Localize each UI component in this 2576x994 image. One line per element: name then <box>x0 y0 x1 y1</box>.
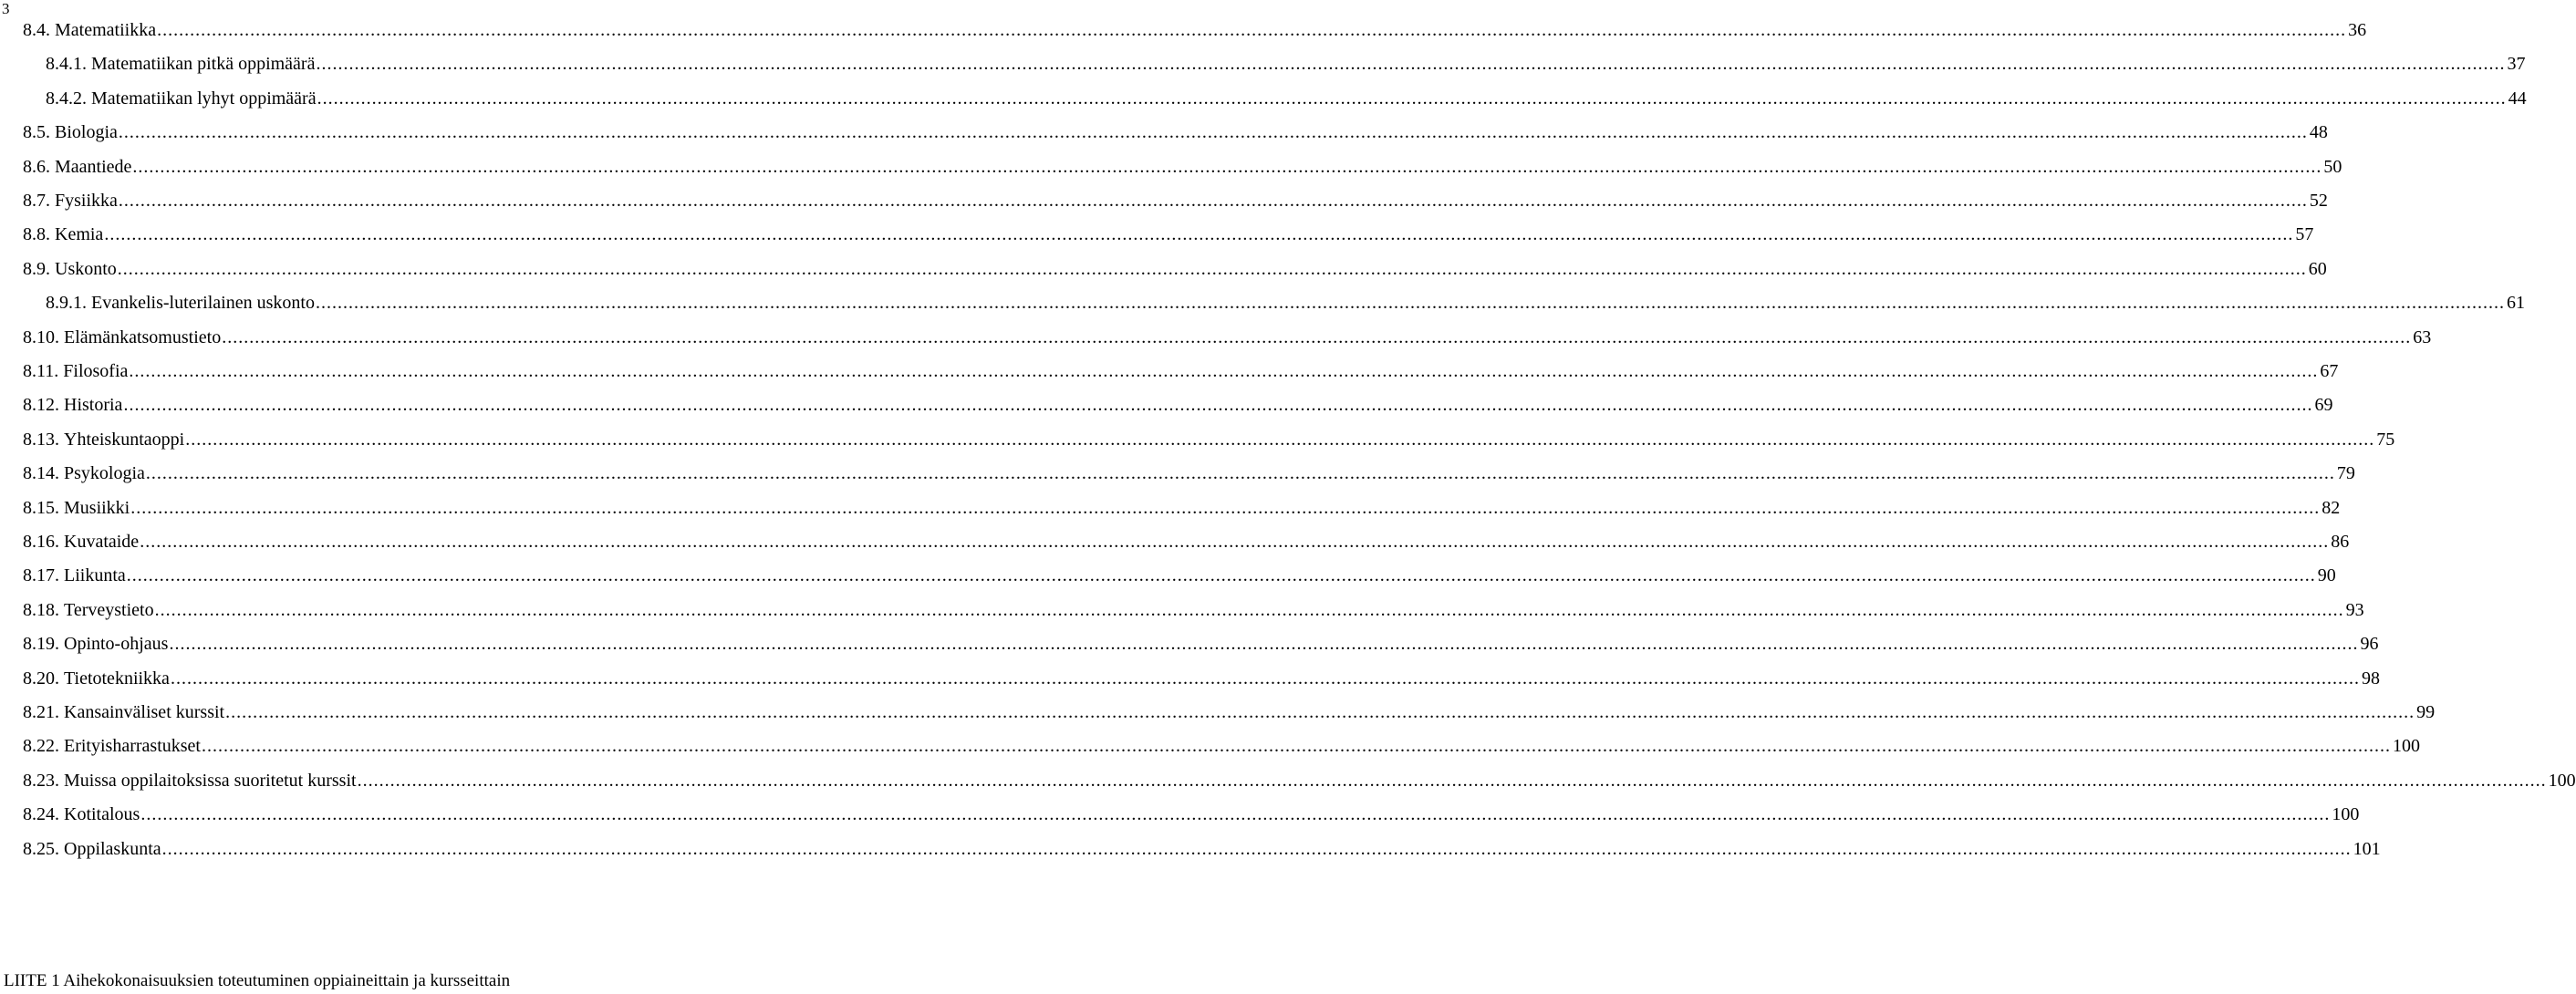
toc-dot-leader: ................................................................................................................................................................................................................................................................................................................................................................................................................ <box>132 156 2322 177</box>
toc-entry-page: 63 <box>2413 326 2432 347</box>
toc-entry[interactable] <box>23 257 2327 281</box>
toc-entry-page: 100 <box>2548 770 2576 791</box>
toc-entry-title: Terveystieto <box>64 599 154 620</box>
toc-entry-page: 69 <box>2314 395 2333 416</box>
toc-dot-leader: ................................................................................................................................................................................................................................................................................................................................................................................................................ <box>154 599 2344 620</box>
toc-entry-number: 8.11. <box>23 361 59 381</box>
toc-entry-title: Musiikki <box>64 497 130 518</box>
toc-entry-page: 79 <box>2336 463 2355 484</box>
toc-entry-title: Oppilaskunta <box>64 838 161 859</box>
toc-entry-number: 8.14. <box>23 463 59 484</box>
toc-entry-title: Erityisharrastukset <box>64 736 201 757</box>
toc-entry-title: Filosofia <box>63 361 129 381</box>
toc-entry[interactable] <box>23 223 2314 246</box>
toc-entry-title: Maantiede <box>55 156 132 177</box>
toc-dot-leader: ................................................................................................................................................................................................................................................................................................................................................................................................................ <box>201 736 2391 757</box>
appendix-line: LIITE 1 Aihekokonaisuuksien toteutuminen oppiaineittain ja kursseittain <box>4 971 511 990</box>
toc-entry[interactable] <box>23 393 2333 417</box>
toc-entry-title: Liikunta <box>64 565 126 586</box>
toc-entry-number: 8.16. <box>23 532 59 552</box>
toc-entry[interactable] <box>23 359 2339 383</box>
toc-entry-page: 48 <box>2309 122 2328 143</box>
toc-entry[interactable] <box>23 598 2364 622</box>
toc-entry-page: 36 <box>2348 20 2367 40</box>
toc-entry-title: Psykologia <box>64 463 145 484</box>
toc-entry-page: 100 <box>2392 736 2420 757</box>
toc-entry[interactable] <box>23 564 2336 587</box>
toc-dot-leader: ................................................................................................................................................................................................................................................................................................................................................................................................................ <box>225 702 2415 722</box>
toc-entry-title: Fysiikka <box>55 191 118 211</box>
toc-entry-number: 8.12. <box>23 395 59 416</box>
toc-entry-page: 100 <box>2332 804 2360 825</box>
toc-entry[interactable] <box>23 837 2381 861</box>
toc-entry-number: 8.24. <box>23 804 59 825</box>
toc-entry-number: 8.20. <box>23 668 59 689</box>
toc-entry-title: Yhteiskuntaoppi <box>64 429 185 450</box>
toc-entry[interactable] <box>23 667 2380 690</box>
toc-entry-number: 8.9.1. <box>46 293 87 314</box>
toc-entry-title: Opinto-ohjaus <box>64 634 169 655</box>
toc-entry-title: Kuvataide <box>64 532 140 552</box>
toc-entry-number: 8.21. <box>23 702 59 722</box>
toc-entry-number: 8.4. <box>23 20 50 40</box>
toc-entry-number: 8.23. <box>23 770 59 791</box>
toc-entry-title: Biologia <box>55 122 118 143</box>
toc-entry-page: 96 <box>2360 634 2379 655</box>
toc-entry[interactable] <box>46 87 2527 110</box>
toc-dot-leader: ................................................................................................................................................................................................................................................................................................................................................................................................................ <box>357 770 2547 791</box>
toc-entry[interactable] <box>23 155 2342 179</box>
toc-entry-number: 8.13. <box>23 429 59 450</box>
toc-entry-page: 52 <box>2309 191 2328 211</box>
toc-entry-number: 8.4.1. <box>46 54 87 75</box>
toc-entry[interactable] <box>23 496 2341 520</box>
toc-entry-page: 99 <box>2416 702 2436 722</box>
toc-entry-title: Muissa oppilaitoksissa suoritetut kurssit <box>64 770 357 791</box>
toc-entry-page: 67 <box>2320 361 2339 381</box>
toc-entry[interactable] <box>23 700 2436 724</box>
toc-entry[interactable] <box>23 734 2420 758</box>
toc-entry[interactable] <box>23 802 2360 826</box>
toc-entry-page: 98 <box>2361 668 2380 689</box>
toc-entry[interactable] <box>46 52 2526 76</box>
toc-entry-title: Tietotekniikka <box>64 668 170 689</box>
toc-entry-number: 8.10. <box>23 326 59 347</box>
toc-entry-number: 8.15. <box>23 497 59 518</box>
toc-entry-page: 60 <box>2308 258 2327 279</box>
toc-entry-title: Uskonto <box>55 258 117 279</box>
toc-entry-number: 8.4.2. <box>46 88 87 109</box>
toc-entry-page: 90 <box>2317 565 2336 586</box>
toc-entry[interactable] <box>23 428 2395 451</box>
toc-entry-title: Matematiikka <box>55 20 157 40</box>
toc-entry-page: 101 <box>2353 838 2381 859</box>
toc-entry-title: Evankelis-luterilainen uskonto <box>91 293 315 314</box>
toc-dot-leader: ................................................................................................................................................................................................................................................................................................................................................................................................................ <box>130 497 2321 518</box>
toc-dot-leader: ................................................................................................................................................................................................................................................................................................................................................................................................................ <box>126 565 2316 586</box>
toc-entry-page: 61 <box>2506 293 2525 314</box>
toc-entry-title: Matematiikan lyhyt oppimäärä <box>91 88 317 109</box>
toc-entry-title: Kansainväliset kurssit <box>64 702 225 722</box>
toc-dot-leader: ................................................................................................................................................................................................................................................................................................................................................................................................................ <box>140 804 2331 825</box>
toc-entry[interactable] <box>46 291 2525 315</box>
toc-entry-title: Kemia <box>55 224 104 245</box>
toc-entry-number: 8.19. <box>23 634 59 655</box>
toc-entry-page: 82 <box>2322 497 2341 518</box>
toc-entry-number: 8.9. <box>23 258 50 279</box>
page-number: 3 <box>2 0 10 17</box>
toc-dot-leader: ................................................................................................................................................................................................................................................................................................................................................................................................................ <box>123 395 2313 416</box>
toc-entry-title: Historia <box>64 395 123 416</box>
toc-entry-page: 50 <box>2323 156 2342 177</box>
toc-dot-leader: ................................................................................................................................................................................................................................................................................................................................................................................................................ <box>316 54 2506 75</box>
toc-entry-number: 8.17. <box>23 565 59 586</box>
toc-entry-page: 37 <box>2507 54 2526 75</box>
toc-dot-leader: ................................................................................................................................................................................................................................................................................................................................................................................................................ <box>118 191 2308 211</box>
toc-entry-page: 86 <box>2331 532 2350 552</box>
toc-entry-page: 93 <box>2345 599 2364 620</box>
toc-dot-leader: ................................................................................................................................................................................................................................................................................................................................................................................................................ <box>157 20 2347 40</box>
toc-entry[interactable] <box>23 189 2328 212</box>
toc-dot-leader: ................................................................................................................................................................................................................................................................................................................................................................................................................ <box>317 88 2507 109</box>
toc-entry[interactable] <box>23 18 2367 42</box>
toc-dot-leader: ................................................................................................................................................................................................................................................................................................................................................................................................................ <box>117 258 2307 279</box>
toc-entry-number: 8.22. <box>23 736 59 757</box>
toc-entry-number: 8.18. <box>23 599 59 620</box>
toc-entry-title: Matematiikan pitkä oppimäärä <box>91 54 316 75</box>
toc-entry-number: 8.5. <box>23 122 50 143</box>
toc-dot-leader: ................................................................................................................................................................................................................................................................................................................................................................................................................ <box>222 326 2412 347</box>
toc-dot-leader: ................................................................................................................................................................................................................................................................................................................................................................................................................ <box>169 634 2359 655</box>
toc-dot-leader: ................................................................................................................................................................................................................................................................................................................................................................................................................ <box>129 361 2319 381</box>
toc-dot-leader: ................................................................................................................................................................................................................................................................................................................................................................................................................ <box>161 838 2352 859</box>
toc-entry-number: 8.7. <box>23 191 50 211</box>
toc-entry-page: 75 <box>2376 429 2395 450</box>
toc-dot-leader: ................................................................................................................................................................................................................................................................................................................................................................................................................ <box>185 429 2375 450</box>
toc-entry-title: Kotitalous <box>64 804 140 825</box>
toc-entry-number: 8.25. <box>23 838 59 859</box>
toc-entry[interactable] <box>23 632 2379 656</box>
toc-dot-leader: ................................................................................................................................................................................................................................................................................................................................................................................................................ <box>140 532 2330 552</box>
toc-entry[interactable] <box>23 530 2350 554</box>
toc-entry[interactable] <box>23 461 2355 485</box>
toc-dot-leader: ................................................................................................................................................................................................................................................................................................................................................................................................................ <box>145 463 2335 484</box>
toc-entry-number: 8.8. <box>23 224 50 245</box>
toc-dot-leader: ................................................................................................................................................................................................................................................................................................................................................................................................................ <box>118 122 2308 143</box>
toc-entry[interactable] <box>23 120 2328 144</box>
toc-entry-number: 8.6. <box>23 156 50 177</box>
toc-entry[interactable] <box>23 326 2432 349</box>
toc-entry-page: 57 <box>2295 224 2314 245</box>
toc-dot-leader: ................................................................................................................................................................................................................................................................................................................................................................................................................ <box>170 668 2360 689</box>
toc-dot-leader: ................................................................................................................................................................................................................................................................................................................................................................................................................ <box>104 224 2294 245</box>
toc-entry[interactable] <box>23 769 2576 792</box>
toc-entry-title: Elämänkatsomustieto <box>64 326 222 347</box>
toc-dot-leader: ................................................................................................................................................................................................................................................................................................................................................................................................................ <box>315 293 2505 314</box>
toc-entry-page: 44 <box>2508 88 2527 109</box>
